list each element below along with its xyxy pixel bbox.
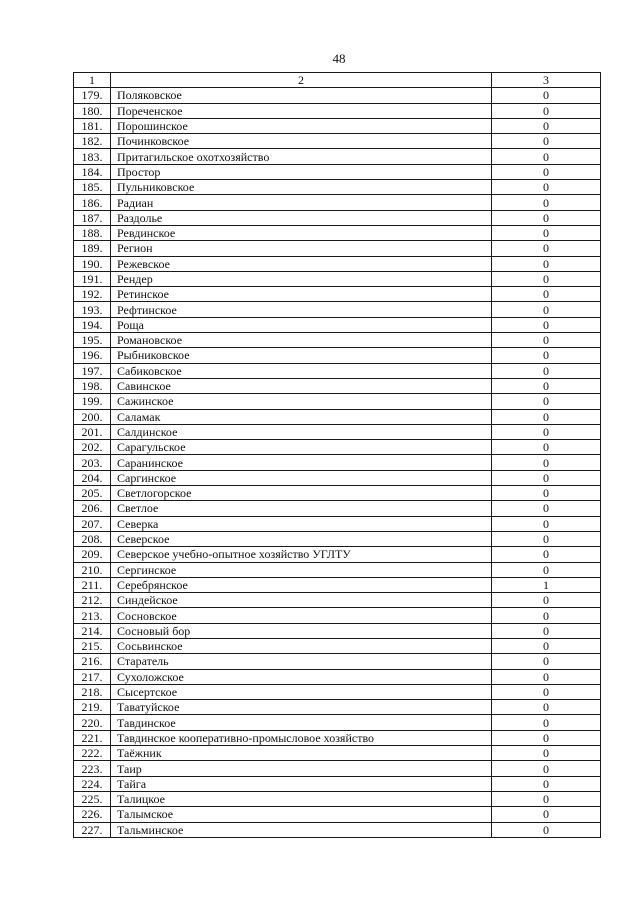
row-name-cell: Сажинское [111, 394, 492, 409]
row-number-cell: 206. [74, 501, 111, 516]
row-number-cell: 188. [74, 225, 111, 240]
table-row [74, 547, 601, 562]
row-value-cell: 0 [492, 287, 601, 302]
row-name-cell: Северское учебно-опытное хозяйство УГЛТУ [111, 547, 492, 562]
row-value-cell: 0 [492, 608, 601, 623]
table-row [74, 715, 601, 730]
row-value-cell: 0 [492, 271, 601, 286]
row-value-cell: 0 [492, 317, 601, 332]
row-value-cell: 0 [492, 195, 601, 210]
row-name-cell: Светлогорское [111, 486, 492, 501]
table-row [74, 256, 601, 271]
row-number-cell: 214. [74, 623, 111, 638]
row-value-cell: 0 [492, 134, 601, 149]
row-value-cell: 0 [492, 822, 601, 837]
row-name-cell: Саргинское [111, 470, 492, 485]
row-name-cell: Старатель [111, 654, 492, 669]
row-name-cell: Романовское [111, 333, 492, 348]
row-name-cell: Саранинское [111, 455, 492, 470]
row-name-cell: Сосьвинское [111, 638, 492, 653]
table-row [74, 164, 601, 179]
row-number-cell: 215. [74, 638, 111, 653]
row-name-cell: Таир [111, 761, 492, 776]
table-row [74, 348, 601, 363]
row-number-cell: 197. [74, 363, 111, 378]
row-name-cell: Северка [111, 516, 492, 531]
row-value-cell: 0 [492, 378, 601, 393]
row-value-cell: 0 [492, 225, 601, 240]
row-value-cell: 0 [492, 486, 601, 501]
table-row [74, 180, 601, 195]
table-row [74, 822, 601, 837]
table-row [74, 287, 601, 302]
table-row [74, 409, 601, 424]
table-header-row [74, 73, 601, 88]
table-row [74, 394, 601, 409]
table-row [74, 501, 601, 516]
row-name-cell: Талымское [111, 807, 492, 822]
table-row [74, 455, 601, 470]
row-value-cell: 0 [492, 164, 601, 179]
table-row [74, 669, 601, 684]
table-row [74, 608, 601, 623]
row-name-cell: Порошинское [111, 118, 492, 133]
row-number-cell: 208. [74, 531, 111, 546]
table-row [74, 746, 601, 761]
row-number-cell: 196. [74, 348, 111, 363]
row-name-cell: Сабиковское [111, 363, 492, 378]
row-name-cell: Тавдинское [111, 715, 492, 730]
row-name-cell: Рефтинское [111, 302, 492, 317]
row-name-cell: Рыбниковское [111, 348, 492, 363]
column-header-value: 3 [492, 73, 601, 88]
row-name-cell: Регион [111, 241, 492, 256]
table-row [74, 241, 601, 256]
row-number-cell: 184. [74, 164, 111, 179]
row-number-cell: 203. [74, 455, 111, 470]
row-name-cell: Талицкое [111, 791, 492, 806]
row-number-cell: 190. [74, 256, 111, 271]
row-value-cell: 0 [492, 593, 601, 608]
table-row [74, 271, 601, 286]
row-value-cell: 0 [492, 807, 601, 822]
row-value-cell: 0 [492, 88, 601, 103]
column-header-name: 2 [111, 73, 492, 88]
row-name-cell: Ревдинское [111, 225, 492, 240]
table-row [74, 761, 601, 776]
row-name-cell: Сухоложское [111, 669, 492, 684]
row-number-cell: 193. [74, 302, 111, 317]
table-row [74, 210, 601, 225]
table-row [74, 577, 601, 592]
row-value-cell: 0 [492, 715, 601, 730]
row-name-cell: Раздолье [111, 210, 492, 225]
table-row [74, 317, 601, 332]
table-row [74, 378, 601, 393]
row-name-cell: Саламак [111, 409, 492, 424]
table-row [74, 149, 601, 164]
row-number-cell: 225. [74, 791, 111, 806]
row-name-cell: Рендер [111, 271, 492, 286]
row-value-cell: 0 [492, 348, 601, 363]
table-row [74, 118, 601, 133]
row-value-cell: 0 [492, 363, 601, 378]
table-row [74, 225, 601, 240]
row-value-cell: 0 [492, 730, 601, 745]
row-value-cell: 0 [492, 746, 601, 761]
row-number-cell: 182. [74, 134, 111, 149]
row-value-cell: 0 [492, 684, 601, 699]
row-value-cell: 0 [492, 103, 601, 118]
row-name-cell: Савинское [111, 378, 492, 393]
table-row [74, 134, 601, 149]
row-number-cell: 192. [74, 287, 111, 302]
row-number-cell: 218. [74, 684, 111, 699]
table-row [74, 654, 601, 669]
row-value-cell: 0 [492, 516, 601, 531]
row-name-cell: Пульниковское [111, 180, 492, 195]
row-number-cell: 226. [74, 807, 111, 822]
table-row [74, 562, 601, 577]
row-name-cell: Поляковское [111, 88, 492, 103]
row-number-cell: 205. [74, 486, 111, 501]
row-number-cell: 201. [74, 424, 111, 439]
row-name-cell: Синдейское [111, 593, 492, 608]
row-name-cell: Сысертское [111, 684, 492, 699]
column-header-number: 1 [74, 73, 111, 88]
row-number-cell: 217. [74, 669, 111, 684]
row-number-cell: 181. [74, 118, 111, 133]
row-number-cell: 219. [74, 700, 111, 715]
table-row [74, 807, 601, 822]
row-number-cell: 224. [74, 776, 111, 791]
row-number-cell: 227. [74, 822, 111, 837]
table-row [74, 302, 601, 317]
row-value-cell: 0 [492, 256, 601, 271]
hunting-grounds-table [73, 72, 601, 838]
row-value-cell: 0 [492, 333, 601, 348]
row-number-cell: 213. [74, 608, 111, 623]
row-name-cell: Салдинское [111, 424, 492, 439]
row-number-cell: 186. [74, 195, 111, 210]
table-row [74, 103, 601, 118]
row-name-cell: Починковское [111, 134, 492, 149]
table-row [74, 700, 601, 715]
table-row [74, 516, 601, 531]
row-number-cell: 220. [74, 715, 111, 730]
table-row [74, 776, 601, 791]
table-row [74, 470, 601, 485]
table-row [74, 730, 601, 745]
row-name-cell: Северское [111, 531, 492, 546]
row-number-cell: 222. [74, 746, 111, 761]
row-number-cell: 204. [74, 470, 111, 485]
row-value-cell: 0 [492, 531, 601, 546]
row-value-cell: 0 [492, 791, 601, 806]
row-name-cell: Таватуйское [111, 700, 492, 715]
row-name-cell: Тайга [111, 776, 492, 791]
table-row [74, 486, 601, 501]
row-value-cell: 0 [492, 761, 601, 776]
row-value-cell: 0 [492, 654, 601, 669]
row-number-cell: 209. [74, 547, 111, 562]
row-value-cell: 0 [492, 180, 601, 195]
row-number-cell: 211. [74, 577, 111, 592]
row-number-cell: 199. [74, 394, 111, 409]
row-number-cell: 198. [74, 378, 111, 393]
row-name-cell: Сергинское [111, 562, 492, 577]
row-value-cell: 1 [492, 577, 601, 592]
row-name-cell: Режевское [111, 256, 492, 271]
row-name-cell: Таёжник [111, 746, 492, 761]
row-number-cell: 202. [74, 440, 111, 455]
row-value-cell: 0 [492, 669, 601, 684]
row-name-cell: Сосновый бор [111, 623, 492, 638]
row-name-cell: Радиан [111, 195, 492, 210]
row-value-cell: 0 [492, 638, 601, 653]
row-value-cell: 0 [492, 700, 601, 715]
table-row [74, 791, 601, 806]
row-value-cell: 0 [492, 302, 601, 317]
row-name-cell: Пореченское [111, 103, 492, 118]
row-value-cell: 0 [492, 440, 601, 455]
row-number-cell: 191. [74, 271, 111, 286]
row-name-cell: Ретинское [111, 287, 492, 302]
row-value-cell: 0 [492, 455, 601, 470]
row-number-cell: 212. [74, 593, 111, 608]
row-name-cell: Роща [111, 317, 492, 332]
row-value-cell: 0 [492, 424, 601, 439]
row-value-cell: 0 [492, 623, 601, 638]
row-number-cell: 216. [74, 654, 111, 669]
page-number: 48 [332, 51, 346, 66]
row-number-cell: 223. [74, 761, 111, 776]
table-row [74, 531, 601, 546]
row-value-cell: 0 [492, 501, 601, 516]
table-row [74, 593, 601, 608]
table-row [74, 88, 601, 103]
row-number-cell: 187. [74, 210, 111, 225]
row-number-cell: 221. [74, 730, 111, 745]
row-number-cell: 194. [74, 317, 111, 332]
row-name-cell: Притагильское охотхозяйство [111, 149, 492, 164]
table-row [74, 623, 601, 638]
row-name-cell: Сосновское [111, 608, 492, 623]
row-value-cell: 0 [492, 547, 601, 562]
row-number-cell: 195. [74, 333, 111, 348]
row-number-cell: 185. [74, 180, 111, 195]
row-number-cell: 207. [74, 516, 111, 531]
row-value-cell: 0 [492, 562, 601, 577]
row-value-cell: 0 [492, 241, 601, 256]
row-value-cell: 0 [492, 210, 601, 225]
row-name-cell: Сарагульское [111, 440, 492, 455]
table-row [74, 440, 601, 455]
table-row [74, 638, 601, 653]
row-value-cell: 0 [492, 409, 601, 424]
row-value-cell: 0 [492, 394, 601, 409]
row-name-cell: Тавдинское кооперативно-промысловое хозяйство [111, 730, 492, 745]
row-value-cell: 0 [492, 776, 601, 791]
row-name-cell: Тальминское [111, 822, 492, 837]
table-row [74, 333, 601, 348]
row-name-cell: Серебрянское [111, 577, 492, 592]
row-number-cell: 200. [74, 409, 111, 424]
row-number-cell: 189. [74, 241, 111, 256]
row-number-cell: 183. [74, 149, 111, 164]
row-value-cell: 0 [492, 470, 601, 485]
row-name-cell: Светлое [111, 501, 492, 516]
table-row [74, 195, 601, 210]
row-name-cell: Простор [111, 164, 492, 179]
row-number-cell: 179. [74, 88, 111, 103]
table-row [74, 684, 601, 699]
row-number-cell: 210. [74, 562, 111, 577]
row-number-cell: 180. [74, 103, 111, 118]
row-value-cell: 0 [492, 118, 601, 133]
row-value-cell: 0 [492, 149, 601, 164]
table-row [74, 424, 601, 439]
table-row [74, 363, 601, 378]
